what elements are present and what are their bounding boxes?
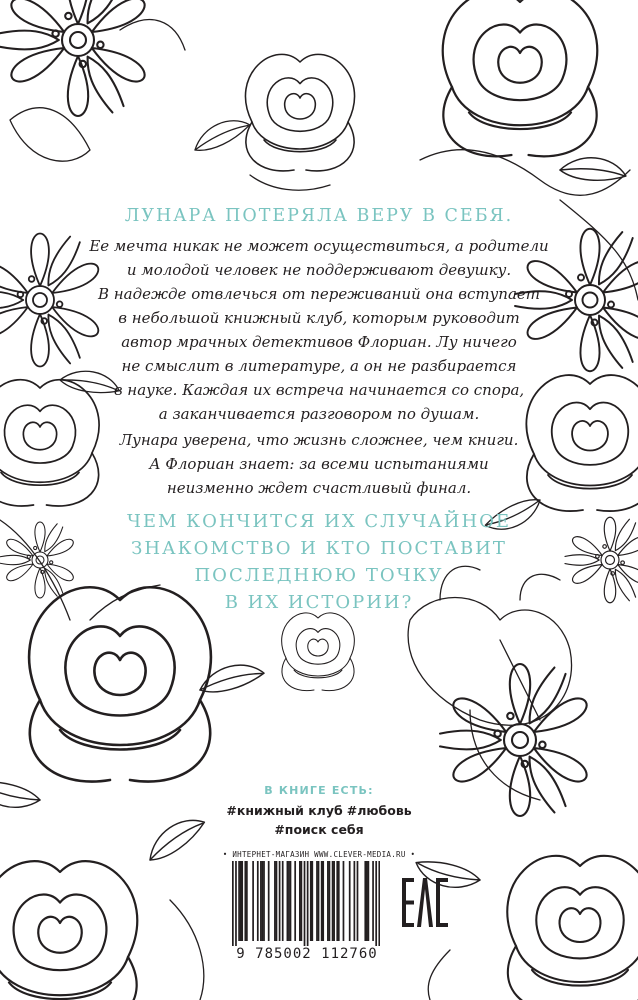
- barcode-bar: [322, 861, 324, 941]
- paragraph-2-line: в науке. Каждая их встреча начинается со спора,: [113, 381, 525, 399]
- barcode-bar: [311, 861, 313, 941]
- barcode-bar: [244, 861, 246, 941]
- barcode-bar: [343, 861, 345, 941]
- barcode-bar: [274, 861, 276, 941]
- paragraph-1-line: Ее мечта никак не может осуществиться, а родители: [89, 237, 549, 255]
- barcode-bar: [282, 861, 284, 941]
- hashtag: #книжный клуб: [226, 803, 343, 818]
- paragraph-3: [0, 428, 638, 500]
- eac-certification-icon: [400, 875, 450, 930]
- inside-book-title: В КНИГЕ ЕСТЬ:: [264, 784, 374, 797]
- paragraph-2-line: В надежде отвлечься от переживаний она вступает: [98, 285, 540, 303]
- barcode-bar: [357, 861, 359, 941]
- barcode-bar: [316, 861, 318, 941]
- barcode-bar: [262, 861, 264, 941]
- closing-question: [0, 508, 638, 616]
- paragraph-2-line: автор мрачных детективов Флориан. Лу ничего: [121, 333, 517, 351]
- barcode-bar: [240, 861, 242, 941]
- barcode-bar: [279, 861, 281, 941]
- hashtag: #любовь: [346, 803, 412, 818]
- headline: ЛУНАРА ПОТЕРЯЛА ВЕРУ В СЕБЯ.: [124, 206, 514, 226]
- barcode-icon: [232, 861, 380, 947]
- isbn-digits: 9 785002 112760: [222, 946, 392, 962]
- barcode-bar: [287, 861, 289, 941]
- paragraph-3-line: А Флориан знает: за всеми испытаниями: [149, 455, 489, 473]
- barcode-bar: [364, 861, 366, 941]
- barcode-bar: [301, 861, 303, 941]
- barcode-bar: [260, 861, 262, 941]
- hashtag-list: [0, 801, 638, 839]
- paragraph-2-line: не смыслит в литературе, а он не разбирается: [121, 357, 517, 375]
- paragraph-2-line: в небольшой книжный клуб, которым руководит: [118, 309, 520, 327]
- barcode-bar: [368, 861, 370, 941]
- barcode-bar: [329, 861, 331, 941]
- paragraph-2: [0, 282, 638, 426]
- shop-url: • ИНТЕРНЕТ-МАГАЗИН WWW.CLEVER-MEDIA.RU •: [222, 850, 416, 859]
- barcode-bar: [354, 861, 356, 941]
- barcode-bar: [310, 861, 312, 941]
- barcode-bar: [372, 861, 374, 941]
- barcode-bar: [299, 861, 301, 941]
- barcode-bar: [304, 861, 306, 947]
- barcode-bar: [378, 861, 380, 947]
- barcode-bar: [290, 861, 292, 941]
- barcode-bar: [321, 861, 323, 941]
- barcode-bar: [336, 861, 338, 941]
- question-line: ПОСЛЕДНЮЮ ТОЧКУ: [194, 565, 444, 586]
- question-line: ЗНАКОМСТВО И КТО ПОСТАВИТ: [131, 538, 507, 559]
- barcode-bar: [246, 861, 248, 941]
- barcode-bar: [307, 861, 309, 947]
- barcode-bar: [257, 861, 259, 941]
- barcode-bar: [332, 861, 334, 941]
- barcode-bar: [375, 861, 377, 947]
- barcode-bar: [238, 861, 240, 941]
- paragraph-3-line: неизменно ждет счастливый финал.: [166, 479, 472, 497]
- barcode-bar: [268, 861, 270, 941]
- barcode-bar: [288, 861, 290, 941]
- barcode-bar: [294, 861, 296, 941]
- paragraph-3-line: Лунара уверена, что жизнь сложнее, чем книги.: [119, 431, 519, 449]
- paragraph-2-line: а заканчивается разговором по душам.: [158, 405, 480, 423]
- barcode-bar: [241, 861, 243, 941]
- barcode-bar: [327, 861, 329, 941]
- barcode-bar: [252, 861, 254, 941]
- question-line: В ИХ ИСТОРИИ?: [224, 592, 414, 613]
- barcode-bar: [366, 861, 368, 941]
- barcode-bar: [318, 861, 320, 941]
- paragraph-1: [0, 234, 638, 282]
- barcode-bar: [349, 861, 351, 941]
- barcode-bar: [235, 861, 237, 947]
- hashtag: #поиск себя: [274, 822, 364, 837]
- barcode-bar: [232, 861, 234, 947]
- paragraph-1-line: и молодой человек не поддерживают девушку.: [126, 261, 512, 279]
- barcode-bar: [333, 861, 335, 941]
- barcode-bar: [338, 861, 340, 941]
- question-line: ЧЕМ КОНЧИТСЯ ИХ СЛУЧАЙНОЕ: [126, 511, 512, 532]
- barcode-bar: [276, 861, 278, 941]
- barcode-bar: [263, 861, 265, 941]
